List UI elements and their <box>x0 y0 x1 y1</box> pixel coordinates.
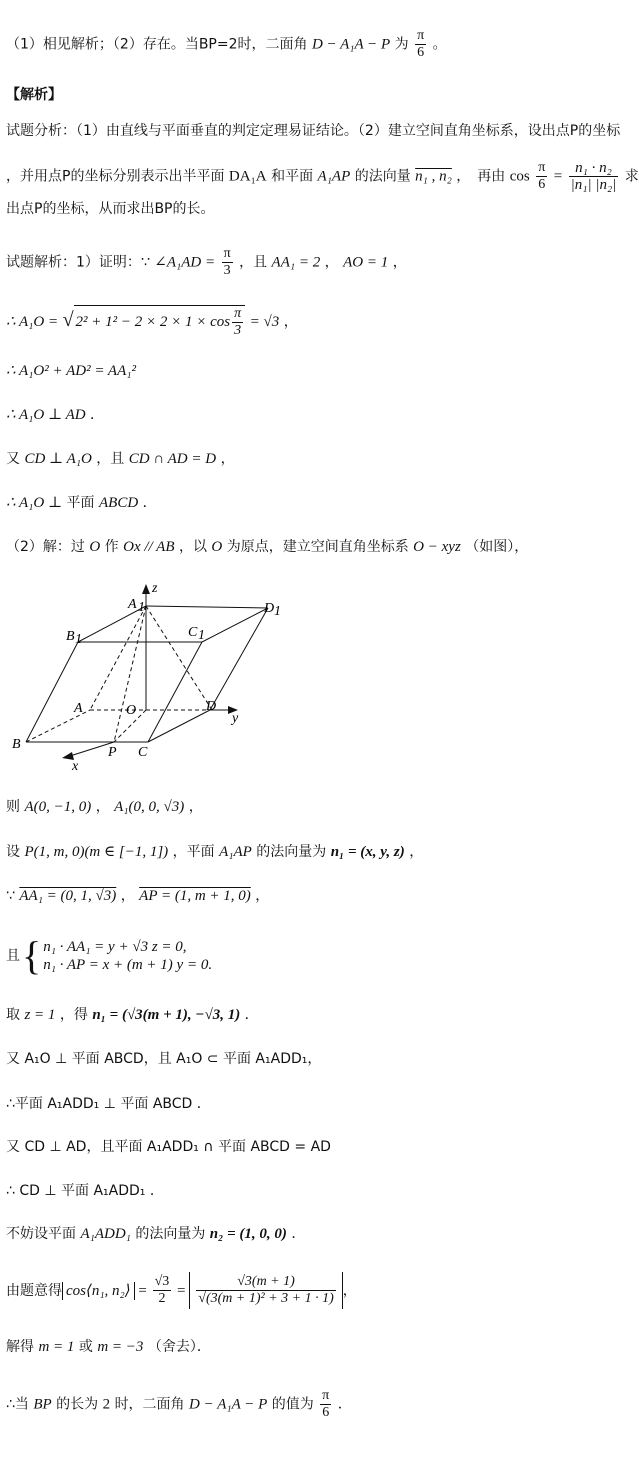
analysis-text: ，并用点P的坐标分别表示出半平面 <box>6 168 225 185</box>
frac-den: 6 <box>538 177 546 192</box>
part2-text: 的法向量为 <box>135 1226 206 1242</box>
vectors-line <box>6 887 269 905</box>
proof-text: ，且 <box>239 254 268 271</box>
plane-abcd: ABCD <box>99 495 139 511</box>
coord-system: O − xyz <box>413 539 461 555</box>
n2-line <box>6 1225 305 1243</box>
part2-text: 为原点，建立空间直角坐标系 <box>226 539 409 555</box>
label-d1-sub: 1 <box>274 604 281 619</box>
a1o-lhs: ∴ A₁O = <box>6 313 59 330</box>
proof-line-3: ∴ A₁O² + AD² = AA₁² <box>6 363 136 379</box>
frac-num: π <box>322 1388 330 1403</box>
angle-expr: ∠A₁AD = <box>154 254 216 271</box>
vector-ap: AP = (1, m + 1, 0) <box>139 888 251 904</box>
cos-label: cos <box>509 168 530 185</box>
part2-text: 的长为 <box>56 1396 99 1413</box>
part2-text: 的值为 <box>271 1396 314 1413</box>
label-b1-sub: 1 <box>75 632 82 647</box>
claim-line-3: 又 CD ⊥ AD，且平面 A₁ADD₁ ∩ 平面 ABCD = AD <box>6 1139 331 1155</box>
sqrt3-over-2 <box>153 1274 172 1307</box>
analysis-text: 和平面 <box>271 168 314 185</box>
cos-lhs: cos⟨n₁, n₂⟩ <box>62 1282 135 1300</box>
solve-line <box>6 1338 211 1356</box>
frac-den: 6 <box>417 45 425 60</box>
part2-text: ， <box>188 799 203 815</box>
answer-fraction <box>415 28 426 61</box>
frac-den: 6 <box>322 1405 330 1420</box>
radicand-text: 2² + 1² − 2 × 2 × 1 × cos <box>75 313 231 330</box>
analysis-line-1: 试题分析：（1）由直线与平面垂直的判定定理易证结论。（2）建立空间直角坐标系，设出点P的坐标 <box>6 123 621 139</box>
proof-text: ， <box>283 313 298 330</box>
frac-num: √3 <box>154 1274 170 1289</box>
aa1-expr: AA₁ = 2 <box>271 254 321 271</box>
part2-text: （如图）， <box>465 539 529 555</box>
plane-a1ap: A₁AP <box>219 844 252 860</box>
pi-over-six <box>536 160 547 193</box>
frac-den: √(3(m + 1)² + 3 + 1 · 1) <box>198 1291 334 1306</box>
part2-intro <box>6 538 528 556</box>
label-a1: A <box>128 597 137 612</box>
proof-text: ． <box>90 407 105 423</box>
label-a1-sub: 1 <box>138 600 145 615</box>
claim-line-1: 又 A₁O ⊥ 平面 ABCD，且 A₁O ⊂ 平面 A₁ADD₁， <box>6 1051 322 1067</box>
claim-line-4: ∴ CD ⊥ 平面 A₁ADD₁ ． <box>6 1183 164 1199</box>
radicand: 2² + 1² − 2 × 2 × 1 × cos $\frac{\pi}{3}$ <box>74 305 246 339</box>
answer-dihedral: D − A₁A − P <box>311 36 391 53</box>
part2-text: 不妨设平面 <box>6 1226 76 1242</box>
proof-text: 平面 <box>66 495 95 511</box>
system-line: 且 { n₁ · AA₁ = y + √3 z = 0, n₁ · AP = x + (m + 1) y = 0. <box>6 933 213 978</box>
part2-text: 则 <box>6 799 20 815</box>
label-x: x <box>72 759 79 774</box>
part2-text: 且 <box>6 948 20 964</box>
part2-text: ， <box>255 888 270 904</box>
a1o-rhs: = √3 <box>249 313 280 330</box>
cd-perp: CD ⊥ A₁O <box>24 451 92 467</box>
frac-den: 2 <box>158 1291 166 1306</box>
part2-text: ． <box>337 1396 352 1413</box>
answer-end: 。 <box>432 36 447 53</box>
proof-line-4 <box>6 406 104 424</box>
analysis-text: ， 再由 <box>456 168 506 185</box>
analysis-text: 求 <box>624 168 639 185</box>
analysis-line-2: ，并用点P的坐标分别表示出半平面 DA₁A 和平面 A₁AP 的法向量 n₁ , n₂ ， 再由 cos $\frac{\pi}{6}$ = $\frac{\text{n₁ · n₂}}{\text{|n₁| |n₂|}}$ 求 <box>6 160 639 193</box>
label-c1-sub: 1 <box>198 628 205 643</box>
claim-line-2: ∴平面 A₁ADD₁ ⊥ 平面 ABCD ． <box>6 1096 211 1112</box>
proof-text: 试题解析：1）证明：∵ <box>6 254 150 271</box>
frac-num: √3(m + 1) <box>196 1274 335 1291</box>
bp-length: 2 <box>102 1396 111 1413</box>
label-c: C <box>138 745 148 760</box>
equation-1: n₁ · AA₁ = y + √3 z = 0, <box>43 939 187 955</box>
frac-num: π <box>538 160 546 175</box>
point-o: O <box>89 539 101 555</box>
perp-expr: ∴ A₁O ⊥ AD <box>6 407 86 423</box>
part2-text: ∴当 <box>6 1396 29 1413</box>
ox-parallel: Ox // AB <box>123 539 175 555</box>
label-a: A <box>74 701 83 716</box>
vector-aa1: AA₁ = (0, 1, √3) <box>19 888 117 904</box>
label-b: B <box>12 737 21 752</box>
proof-text: 又 <box>6 451 20 467</box>
plane-a1add1: A₁ADD₁ <box>80 1226 131 1242</box>
part2-text: 时，二面角 <box>114 1396 185 1413</box>
z-arrow <box>142 584 150 594</box>
label-p: P <box>108 745 117 760</box>
proof-text: ， <box>392 254 407 271</box>
answer-line <box>6 28 447 61</box>
cos-rhs-fraction <box>196 1274 335 1307</box>
plane-a1ap: A₁AP <box>317 168 351 185</box>
part2-text: ． <box>244 1007 259 1023</box>
coord-a: A(0, −1, 0) <box>24 799 92 815</box>
part2-text: （舍去）． <box>147 1339 211 1355</box>
part2-text: ． <box>291 1226 306 1242</box>
part2-text: 取 <box>6 1007 20 1023</box>
label-y: y <box>232 711 239 726</box>
part2-text: 作 <box>104 539 119 555</box>
cos-equation-line: 由题意得 cos⟨n₁, n₂⟩ = $\frac{√3}{2}$ = $\frac{√3(m + 1)}{\text{√(3(m + 1)² + 3 + 1 · 1)}}$ ， <box>6 1272 357 1309</box>
part2-text: 的法向量为 <box>256 844 327 860</box>
proof-line-1 <box>6 246 407 279</box>
formula-den: |n₁| |n₂| <box>570 177 617 193</box>
point-o: O <box>211 539 223 555</box>
answer-text: （1）相见解析；（2）存在。当BP=2时，二面角 <box>6 36 308 53</box>
answer-for: 为 <box>394 36 409 53</box>
part2-text: ， <box>409 844 424 860</box>
setp-line <box>6 843 423 861</box>
proof-line-6 <box>6 494 157 512</box>
label-z: z <box>152 581 158 596</box>
parallelepiped-figure <box>6 574 306 774</box>
plane-da1a: DA₁A <box>228 168 267 185</box>
formula-num: n₁ · n₂ <box>569 160 619 177</box>
part2-text: 由题意得 <box>6 1282 62 1299</box>
analysis-text: 的法向量 <box>354 168 411 185</box>
solution-m2: m = −3 <box>97 1339 144 1355</box>
part2-text: ，得 <box>59 1007 88 1023</box>
proof-text: ． <box>142 495 157 511</box>
equation-2: n₁ · AP = x + (m + 1) y = 0. <box>43 957 213 973</box>
label-c1: C <box>188 625 198 640</box>
final-line <box>6 1388 352 1421</box>
dihedral-final: D − A₁A − P <box>189 1396 268 1413</box>
part2-text: 或 <box>78 1339 93 1355</box>
proof-text: ， <box>324 254 339 271</box>
z-value: z = 1 <box>24 1007 56 1023</box>
label-d: D <box>206 699 217 714</box>
normal-vectors: n₁ , n₂ <box>415 168 452 185</box>
coords-line <box>6 798 203 816</box>
part2-text: ， <box>342 1282 357 1299</box>
analysis-line-3: 出点P的坐标，从而求出BP的长。 <box>6 201 215 217</box>
cd-intersect: CD ∩ AD = D <box>128 451 217 467</box>
label-o: O <box>126 703 137 718</box>
proof-text: ， <box>220 451 235 467</box>
part2-text: ，平面 <box>172 844 215 860</box>
label-b1: B <box>66 629 75 644</box>
point-p: P(1, m, 0)(m ∈ [−1, 1]) <box>24 844 169 860</box>
part2-text: ∵ <box>6 888 15 904</box>
solution-m1: m = 1 <box>38 1339 75 1355</box>
take-line <box>6 1006 259 1024</box>
conclusion-expr: ∴ A₁O ⊥ <box>6 495 63 511</box>
part2-text: ，以 <box>178 539 207 555</box>
section-heading: 【解析】 <box>6 87 62 103</box>
part2-text: 解得 <box>6 1339 34 1355</box>
proof-text: ，且 <box>96 451 125 467</box>
part2-text: ， <box>120 888 135 904</box>
part2-text: （2）解：过 <box>6 539 85 555</box>
part2-text: ， <box>95 799 110 815</box>
proof-line-5 <box>6 450 235 468</box>
proof-line-2: ∴ A₁O = √ 2² + 1² − 2 × 2 × 1 × cos $\frac{\pi}{3}$ = √3 ， <box>6 306 298 338</box>
coord-a1: A₁(0, 0, √3) <box>114 799 185 815</box>
frac-num: π <box>417 28 425 43</box>
final-fraction <box>320 1388 331 1421</box>
pi-over-three: $\frac{\pi}{3}$ <box>223 246 231 278</box>
normal-n2: n₂ = (1, 0, 0) <box>209 1226 287 1242</box>
ao-expr: AO = 1 <box>343 254 389 271</box>
normal-n1: n₁ = (x, y, z) <box>330 844 405 860</box>
n1-result: n₁ = (√3(m + 1), −√3, 1) <box>92 1007 241 1023</box>
segment-bp: BP <box>33 1396 52 1413</box>
cos-formula <box>569 160 619 193</box>
label-d1: D <box>264 601 275 616</box>
part2-text: 设 <box>6 844 20 860</box>
